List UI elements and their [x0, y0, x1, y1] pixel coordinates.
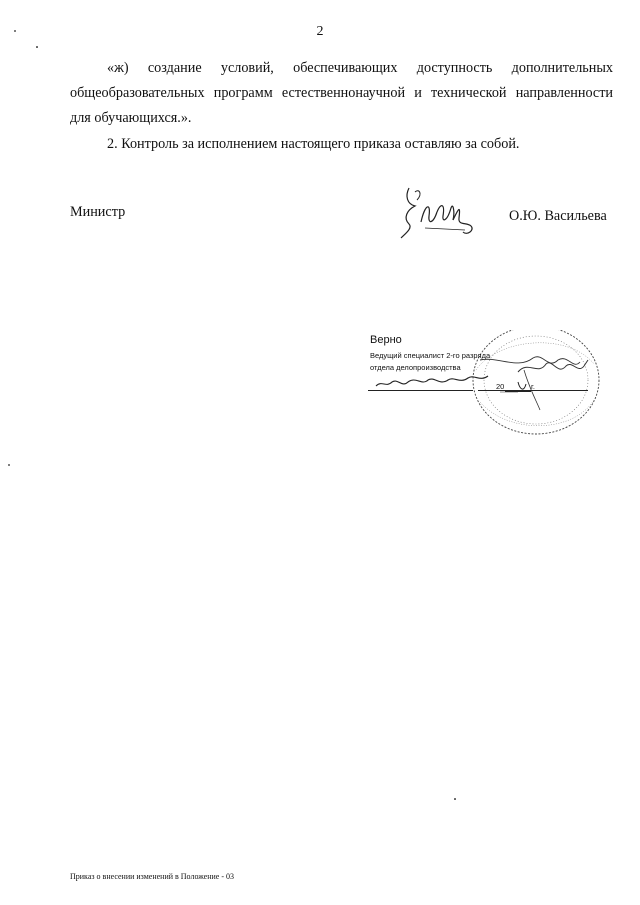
paragraph-item-zh [70, 56, 613, 131]
page-number: 2 [316, 24, 324, 39]
scan-speck [14, 30, 16, 32]
certification-stamp [368, 330, 638, 450]
signature-image [395, 182, 485, 242]
paragraph-line: общеобразовательных программ естественнонаучной и технической направленности [70, 85, 613, 101]
paragraph-control: 2. Контроль за исполнением настоящего приказа оставляю за собой. [107, 136, 520, 152]
certification-label: Верно [370, 334, 402, 346]
date-year-prefix: 20 [496, 382, 505, 391]
date-year-line [505, 391, 531, 392]
paragraph-line: «ж) создание условий, обеспечивающих доступность дополнительных [107, 60, 613, 76]
date-year-suffix: г. [531, 382, 535, 391]
scan-speck [8, 464, 10, 466]
certifier-department: отдела делопроизводства [370, 363, 461, 372]
signatory-title: Министр [70, 204, 126, 220]
date-day-line [368, 390, 473, 391]
scan-speck [36, 46, 38, 48]
paragraph-line: для обучающихся.». [70, 110, 192, 126]
scan-speck [454, 798, 456, 800]
certifier-position: Ведущий специалист 2-го разряда [370, 351, 491, 360]
signatory-name: О.Ю. Васильева [509, 208, 607, 224]
footer-note: Приказ о внесении изменений в Положение - 03 [70, 872, 234, 881]
